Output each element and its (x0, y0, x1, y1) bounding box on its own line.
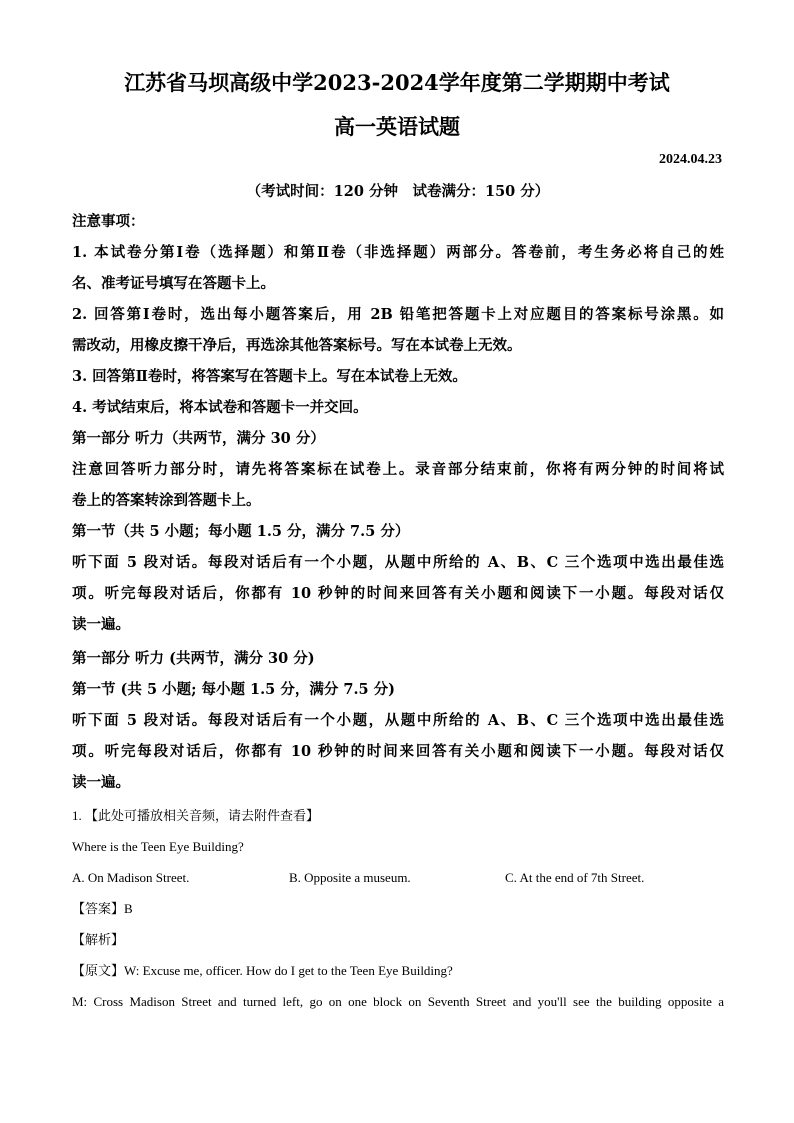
section1-instruction-line-2: 项。听完每段对话后，你都有 10 秒钟的时间来回答有关小题和阅读下一小题。每段对话仅 (72, 585, 724, 602)
question-1-option-c: C. At the end of 7th Street. (505, 870, 645, 885)
section1-heading-repeat: 第一节 (共 5 小题; 每小题 1.5 分，满分 7.5 分) (72, 681, 395, 698)
question-1-option-b: B. Opposite a museum. (289, 870, 411, 885)
exam-date: 2024.04.23 (659, 152, 722, 167)
exam-subtitle: 高一英语试题 (334, 114, 460, 139)
exam-info: （考试时间：120 分钟 试卷满分：150 分） (246, 183, 550, 200)
note-item-3: 3. 回答第Ⅱ卷时，将答案写在答题卡上。写在本试卷上无效。 (72, 368, 467, 385)
section1-instruction-line-1: 听下面 5 段对话。每段对话后有一个小题，从题中所给的 A、B、C 三个选项中选出最佳选 (72, 554, 724, 571)
part1-heading-repeat: 第一部分 听力 (共两节，满分 30 分) (72, 650, 315, 667)
section1-instruction-line-3: 读一遍。 (72, 616, 130, 633)
section1-instruction-repeat-line-1: 听下面 5 段对话。每段对话后有一个小题，从题中所给的 A、B、C 三个选项中选出最佳选 (72, 712, 724, 729)
question-1-stem: Where is the Teen Eye Building? (72, 839, 244, 854)
notes-heading: 注意事项： (72, 213, 145, 230)
question-1-answer: 【答案】B (72, 901, 133, 916)
part1-heading: 第一部分 听力（共两节，满分 30 分） (72, 430, 325, 447)
note-item-1-line-2: 名、准考证号填写在答题卡上。 (72, 275, 275, 292)
question-1-transcript-woman: 【原文】W: Excuse me, officer. How do I get to the Teen Eye Building? (72, 963, 453, 978)
exam-title: 江苏省马坝高级中学2023-2024学年度第二学期期中考试 (124, 70, 670, 95)
question-1-number: 1. 【此处可播放相关音频，请去附件查看】 (72, 808, 320, 823)
question-1-analysis: 【解析】 (72, 932, 125, 947)
note-item-2-line-1: 2. 回答第Ⅰ卷时，选出每小题答案后，用 2B 铅笔把答题卡上对应题目的答案标号涂黑。如 (72, 306, 724, 323)
part1-note-line-2: 卷上的答案转涂到答题卡上。 (72, 492, 261, 509)
section1-heading: 第一节（共 5 小题；每小题 1.5 分，满分 7.5 分） (72, 523, 410, 540)
question-1-transcript-man: M: Cross Madison Street and turned left, go on one block on Seventh Street and you'll see the building opposite a (72, 994, 724, 1009)
section1-instruction-repeat-line-2: 项。听完每段对话后，你都有 10 秒钟的时间来回答有关小题和阅读下一小题。每段对话仅 (72, 743, 724, 760)
question-1-option-a: A. On Madison Street. (72, 870, 190, 885)
section1-instruction-repeat-line-3: 读一遍。 (72, 774, 130, 791)
note-item-2-line-2: 需改动，用橡皮擦干净后，再选涂其他答案标号。写在本试卷上无效。 (72, 337, 522, 354)
note-item-4: 4. 考试结束后，将本试卷和答题卡一并交回。 (72, 399, 368, 416)
part1-note-line-1: 注意回答听力部分时，请先将答案标在试卷上。录音部分结束前，你将有两分钟的时间将试 (72, 461, 724, 478)
note-item-1-line-1: 1. 本试卷分第Ⅰ卷（选择题）和第Ⅱ卷（非选择题）两部分。答卷前，考生务必将自己的姓 (72, 244, 724, 261)
